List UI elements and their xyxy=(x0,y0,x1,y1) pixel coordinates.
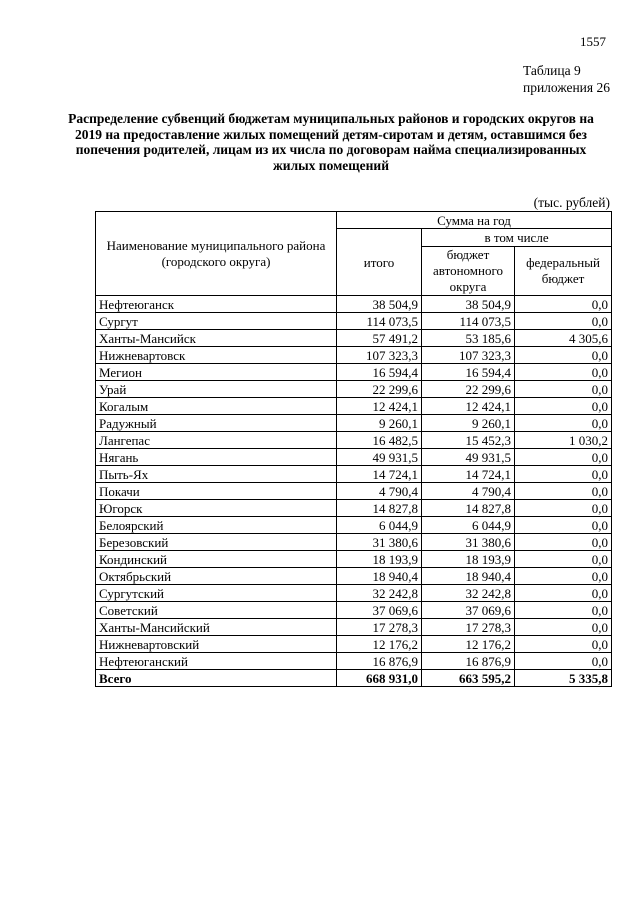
federal-value: 0,0 xyxy=(515,466,612,483)
total-value: 32 242,8 xyxy=(337,585,422,602)
regional-value: 22 299,6 xyxy=(422,381,515,398)
district-name: Октябрьский xyxy=(96,568,337,585)
total-value: 107 323,3 xyxy=(337,347,422,364)
regional-value: 4 790,4 xyxy=(422,483,515,500)
subvention-table xyxy=(95,211,612,687)
table-row xyxy=(96,534,612,551)
federal-value: 0,0 xyxy=(515,619,612,636)
total-value: 49 931,5 xyxy=(337,449,422,466)
table-caption-appendix: приложения 26 xyxy=(522,80,610,95)
table-row xyxy=(96,313,612,330)
regional-value: 18 940,4 xyxy=(422,568,515,585)
district-name: Ханты-Мансийск xyxy=(96,330,337,347)
regional-value: 53 185,6 xyxy=(422,330,515,347)
regional-value: 12 424,1 xyxy=(422,398,515,415)
district-name: Нефтеюганск xyxy=(96,296,337,313)
grand-total-value: 668 931,0 xyxy=(337,670,422,687)
total-value: 14 827,8 xyxy=(337,500,422,517)
regional-value: 17 278,3 xyxy=(422,619,515,636)
regional-value: 6 044,9 xyxy=(422,517,515,534)
district-name: Когалым xyxy=(96,398,337,415)
federal-value: 0,0 xyxy=(515,551,612,568)
table-row xyxy=(96,585,612,602)
table-row xyxy=(96,330,612,347)
table-row xyxy=(96,568,612,585)
district-name: Радужный xyxy=(96,415,337,432)
federal-value: 0,0 xyxy=(515,602,612,619)
regional-value: 9 260,1 xyxy=(422,415,515,432)
district-name: Ханты-Мансийский xyxy=(96,619,337,636)
district-name: Лангепас xyxy=(96,432,337,449)
header-federal: федеральный бюджет xyxy=(515,247,612,296)
total-value: 18 193,9 xyxy=(337,551,422,568)
table-row xyxy=(96,347,612,364)
table-row xyxy=(96,653,612,670)
total-value: 4 790,4 xyxy=(337,483,422,500)
district-name: Березовский xyxy=(96,534,337,551)
federal-value: 0,0 xyxy=(515,398,612,415)
table-row xyxy=(96,381,612,398)
total-value: 57 491,2 xyxy=(337,330,422,347)
table-row xyxy=(96,296,612,313)
total-value: 16 876,9 xyxy=(337,653,422,670)
table-row xyxy=(96,551,612,568)
total-value: 37 069,6 xyxy=(337,602,422,619)
regional-value: 37 069,6 xyxy=(422,602,515,619)
table-row xyxy=(96,415,612,432)
regional-value: 16 594,4 xyxy=(422,364,515,381)
total-label: Всего xyxy=(96,670,337,687)
header-sum-group: Сумма на год xyxy=(337,212,612,229)
regional-value: 38 504,9 xyxy=(422,296,515,313)
district-name: Нижневартовский xyxy=(96,636,337,653)
federal-value: 0,0 xyxy=(515,347,612,364)
federal-value: 0,0 xyxy=(515,500,612,517)
table-row xyxy=(96,602,612,619)
district-name: Нижневартовск xyxy=(96,347,337,364)
total-value: 18 940,4 xyxy=(337,568,422,585)
district-name: Пыть-Ях xyxy=(96,466,337,483)
grand-federal-value: 5 335,8 xyxy=(515,670,612,687)
total-value: 114 073,5 xyxy=(337,313,422,330)
table-body xyxy=(96,296,612,687)
federal-value: 0,0 xyxy=(515,585,612,602)
total-value: 9 260,1 xyxy=(337,415,422,432)
federal-value: 0,0 xyxy=(515,568,612,585)
header-name: Наименование муниципального района (городского округа) xyxy=(96,212,337,296)
federal-value: 0,0 xyxy=(515,483,612,500)
federal-value: 0,0 xyxy=(515,534,612,551)
regional-value: 14 827,8 xyxy=(422,500,515,517)
district-name: Советский xyxy=(96,602,337,619)
district-name: Югорск xyxy=(96,500,337,517)
regional-value: 14 724,1 xyxy=(422,466,515,483)
federal-value: 1 030,2 xyxy=(515,432,612,449)
total-value: 12 424,1 xyxy=(337,398,422,415)
regional-value: 32 242,8 xyxy=(422,585,515,602)
federal-value: 0,0 xyxy=(515,364,612,381)
district-name: Белоярский xyxy=(96,517,337,534)
federal-value: 0,0 xyxy=(515,636,612,653)
total-value: 22 299,6 xyxy=(337,381,422,398)
total-value: 38 504,9 xyxy=(337,296,422,313)
federal-value: 0,0 xyxy=(515,313,612,330)
total-value: 12 176,2 xyxy=(337,636,422,653)
total-value: 6 044,9 xyxy=(337,517,422,534)
table-row xyxy=(96,483,612,500)
units-note: (тыс. рублей) xyxy=(533,195,610,210)
table-caption-number: Таблица 9 xyxy=(522,63,581,78)
total-value: 31 380,6 xyxy=(337,534,422,551)
federal-value: 0,0 xyxy=(515,415,612,432)
table-row xyxy=(96,517,612,534)
federal-value: 0,0 xyxy=(515,517,612,534)
table-row xyxy=(96,466,612,483)
federal-value: 0,0 xyxy=(515,449,612,466)
table-row xyxy=(96,500,612,517)
regional-value: 49 931,5 xyxy=(422,449,515,466)
regional-value: 114 073,5 xyxy=(422,313,515,330)
district-name: Нефтеюганский xyxy=(96,653,337,670)
table-row xyxy=(96,432,612,449)
district-name: Сургутский xyxy=(96,585,337,602)
federal-value: 4 305,6 xyxy=(515,330,612,347)
table-row xyxy=(96,449,612,466)
table-row xyxy=(96,364,612,381)
district-name: Кондинский xyxy=(96,551,337,568)
district-name: Урай xyxy=(96,381,337,398)
district-name: Покачи xyxy=(96,483,337,500)
table-row xyxy=(96,619,612,636)
federal-value: 0,0 xyxy=(515,653,612,670)
regional-value: 16 876,9 xyxy=(422,653,515,670)
page-number: 1557 xyxy=(580,34,606,49)
regional-value: 31 380,6 xyxy=(422,534,515,551)
federal-value: 0,0 xyxy=(515,381,612,398)
total-value: 16 594,4 xyxy=(337,364,422,381)
table-caption xyxy=(523,62,610,96)
total-row xyxy=(96,670,612,687)
total-value: 17 278,3 xyxy=(337,619,422,636)
table-row xyxy=(96,398,612,415)
district-name: Нягань xyxy=(96,449,337,466)
regional-value: 12 176,2 xyxy=(422,636,515,653)
header-total: итого xyxy=(337,229,422,296)
document-title: Распределение субвенций бюджетам муниципальных районов и городских округов на 2019 на предоставление жилых помещений детям-сиротам и детям, оставшимся без попечения родителей, лицам из их числа по договорам найма специализированных жилых помещений xyxy=(68,111,594,173)
total-value: 16 482,5 xyxy=(337,432,422,449)
table-row xyxy=(96,636,612,653)
federal-value: 0,0 xyxy=(515,296,612,313)
district-name: Сургут xyxy=(96,313,337,330)
grand-regional-value: 663 595,2 xyxy=(422,670,515,687)
total-value: 14 724,1 xyxy=(337,466,422,483)
header-including: в том числе xyxy=(422,229,612,247)
header-regional: бюджет автономного округа xyxy=(422,247,515,296)
regional-value: 107 323,3 xyxy=(422,347,515,364)
regional-value: 15 452,3 xyxy=(422,432,515,449)
regional-value: 18 193,9 xyxy=(422,551,515,568)
district-name: Мегион xyxy=(96,364,337,381)
